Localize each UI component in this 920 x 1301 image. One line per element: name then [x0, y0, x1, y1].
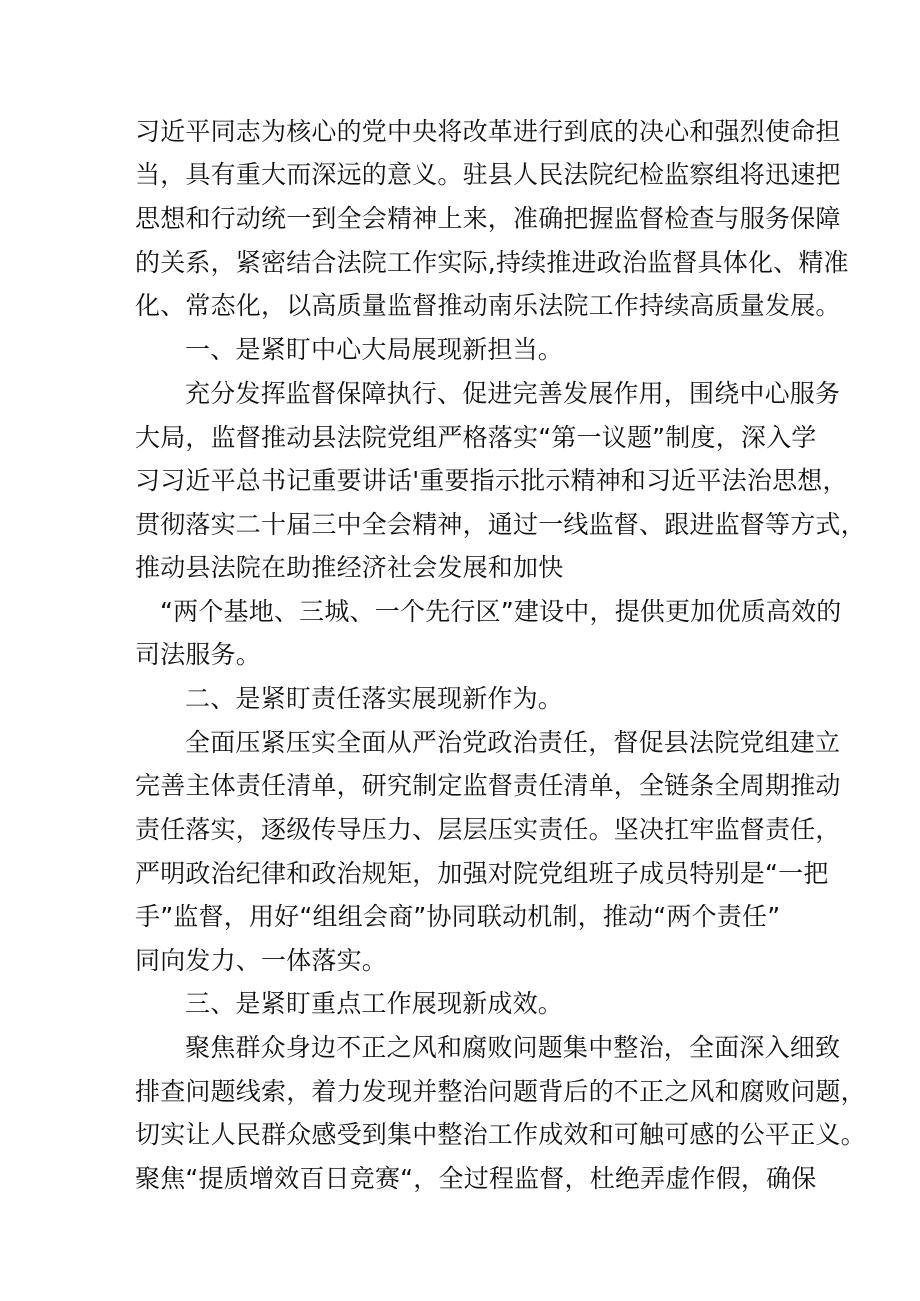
section-heading-2: 二、是紧盯责任落实展现新作为。	[185, 684, 564, 713]
text-line: 聚焦“提质增效百日竞赛“，全过程监督，杜绝弄虚作假，确保	[135, 1164, 817, 1193]
text-line: 完善主体责任清单，研究制定监督责任清单，全链条全周期推动	[135, 771, 841, 800]
text-line: 司法服务。	[135, 640, 262, 669]
text-line: 习习近平总书记重要讲话'重要指示批示精神和习近平法治思想，	[135, 466, 848, 495]
text-line: 全面压紧压实全面从严治党政治责任，督促县法院党组建立	[185, 728, 841, 757]
section-heading-1: 一、是紧盯中心大局展现新担当。	[185, 335, 564, 364]
text-line: 责任落实，逐级传导压力、层层压实责任。坚决扛牢监督责任，	[135, 815, 841, 844]
text-line: 同向发力、一体落实。	[135, 946, 388, 975]
text-line: 聚焦群众身边不正之风和腐败问题集中整治，全面深入细致	[185, 1033, 841, 1062]
text-line: 大局，监督推动县法院党组严格落实“第一议题”制度，深入学	[135, 423, 817, 452]
section-heading-3: 三、是紧盯重点工作展现新成效。	[185, 989, 564, 1018]
text-line: 的关系，紧密结合法院工作实际,持续推进政治监督具体化、精准	[135, 248, 849, 277]
text-line: 思想和行动统一到全会精神上来，准确把握监督检查与服务保障	[135, 204, 841, 233]
text-line: 严明政治纪律和政治规矩，加强对院党组班子成员特别是“一把	[135, 859, 829, 888]
text-line: 排查问题线索，着力发现并整治问题背后的不正之风和腐败问题，	[135, 1077, 866, 1106]
text-line: “两个基地、三城、一个先行区”建设中，提供更加优质高效的	[160, 597, 842, 626]
text-line: 充分发挥监督保障执行、促进完善发展作用，围绕中心服务	[185, 379, 841, 408]
text-line: 贯彻落实二十届三中全会精神，通过一线监督、跟进监督等方式，	[135, 510, 866, 539]
text-line: 推动县法院在助推经济社会发展和加快	[135, 553, 564, 582]
text-line: 化、常态化，以高质量监督推动南乐法院工作持续高质量发展。	[135, 291, 841, 320]
text-line: 当，具有重大而深远的意义。驻县人民法院纪检监察组将迅速把	[135, 160, 841, 189]
text-line: 切实让人民群众感受到集中整治工作成效和可触可感的公平正义。	[135, 1120, 866, 1149]
text-line: 手”监督，用好“组组会商”协同联动机制，推动“两个责任”	[135, 902, 781, 931]
text-line: 习近平同志为核心的党中央将改革进行到底的决心和强烈使命担	[135, 117, 841, 146]
